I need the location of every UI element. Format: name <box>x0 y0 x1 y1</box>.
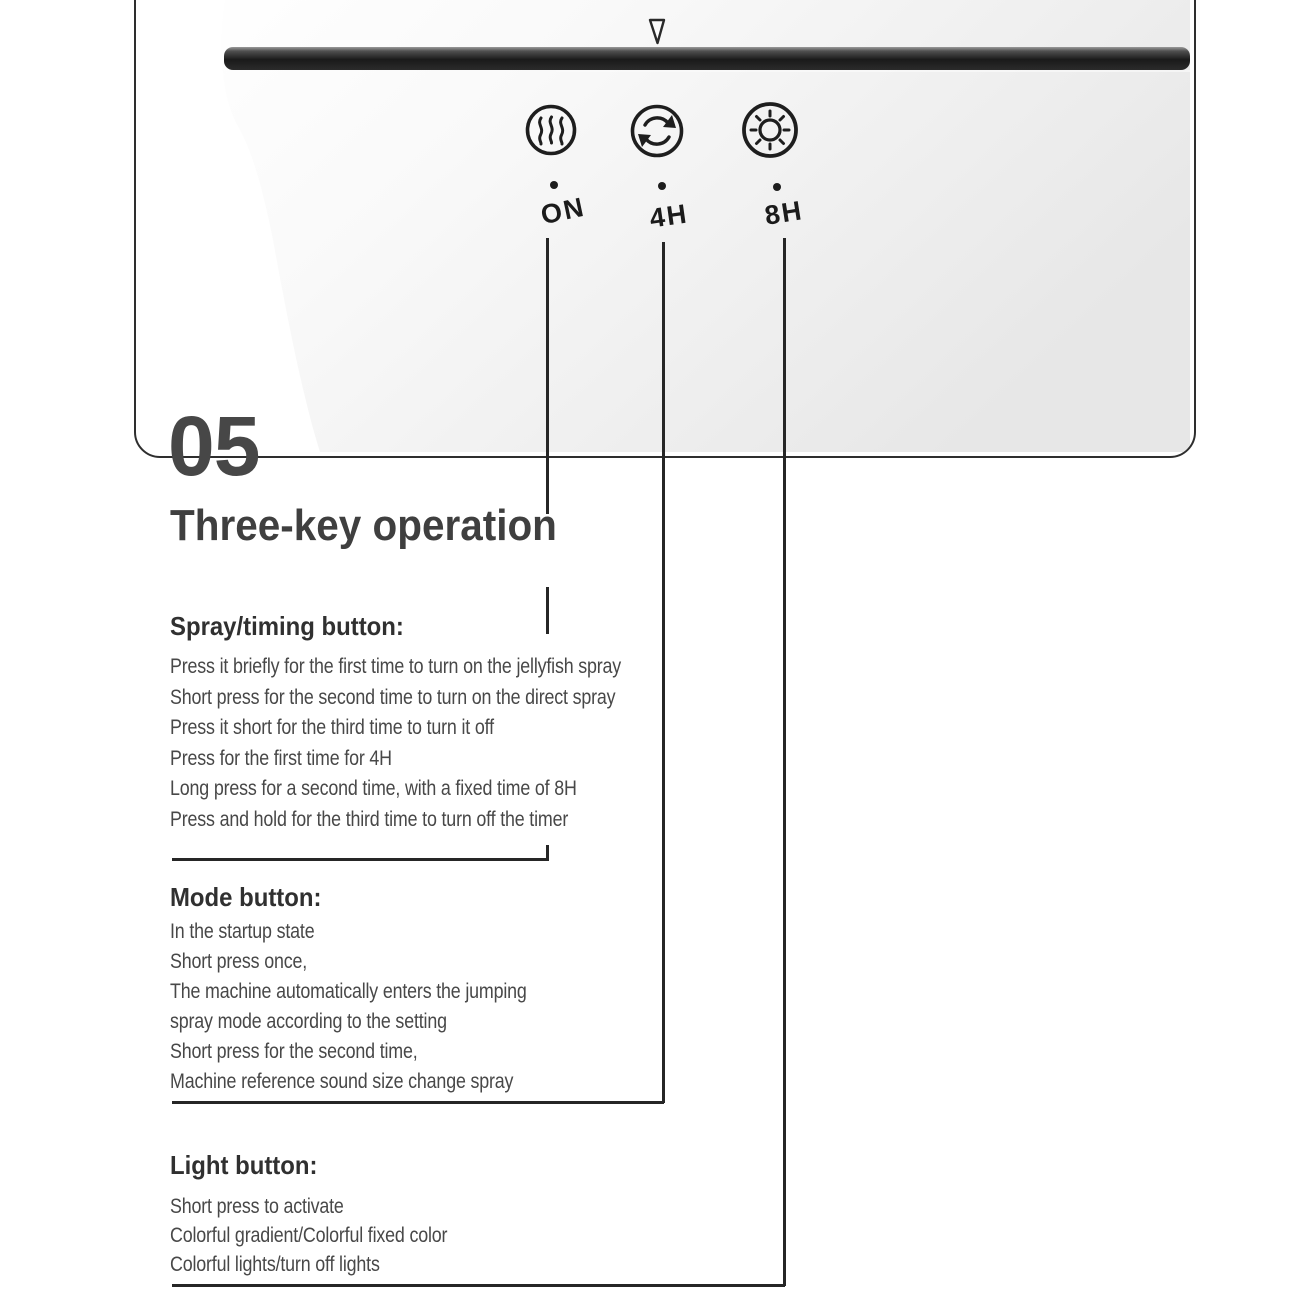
product-photo-frame <box>134 0 1196 458</box>
mode-section-body <box>170 917 590 1097</box>
body-line: Short press for the second time to turn on the direct spray <box>170 685 616 709</box>
body-line: spray mode according to the setting <box>170 1010 447 1033</box>
body-line: Short press for the second time, <box>170 1040 418 1063</box>
spray-section-body <box>170 652 701 835</box>
body-line: Long press for a second time, with a fixed time of 8H <box>170 777 577 800</box>
8h-label: 8H <box>762 195 806 231</box>
8h-leader-line <box>783 238 786 1286</box>
body-line: Short press to activate <box>170 1195 344 1218</box>
4h-label: 4H <box>647 198 691 234</box>
body-line: Press it briefly for the first time to turn on the jellyfish spray <box>170 655 622 678</box>
on-leader-line-mid <box>546 587 549 634</box>
on-leader-line-top <box>546 238 549 514</box>
body-line: Press for the first time for 4H <box>170 746 392 770</box>
spray-section-underline <box>172 858 549 861</box>
spray-section-heading: Spray/timing button: <box>170 611 404 641</box>
body-line: Colorful lights/turn off lights <box>170 1253 380 1276</box>
body-line: Press and hold for the third time to turn off the timer <box>170 807 569 831</box>
body-line: The machine automatically enters the jumping <box>170 980 527 1003</box>
light-section-heading: Light button: <box>170 1150 318 1180</box>
device-seam-band <box>224 47 1190 70</box>
4h-indicator-dot <box>658 182 666 190</box>
mode-section-heading: Mode button: <box>170 882 322 912</box>
on-indicator-dot <box>550 181 558 189</box>
light-section-body <box>170 1192 496 1279</box>
on-label: ON <box>538 191 588 231</box>
body-line: Colorful gradient/Colorful fixed color <box>170 1224 448 1247</box>
seam-highlight <box>556 70 1190 72</box>
body-line: Short press once, <box>170 950 308 973</box>
light-section-underline <box>172 1284 785 1287</box>
8h-indicator-dot <box>773 183 781 191</box>
mode-section-underline <box>172 1101 664 1104</box>
section-number: 05 <box>168 399 260 493</box>
body-line: In the startup state <box>170 920 315 943</box>
body-line: Press it short for the third time to turn it off <box>170 716 494 739</box>
page-title: Three-key operation <box>170 501 557 550</box>
body-line: Machine reference sound size change spray <box>170 1070 514 1093</box>
